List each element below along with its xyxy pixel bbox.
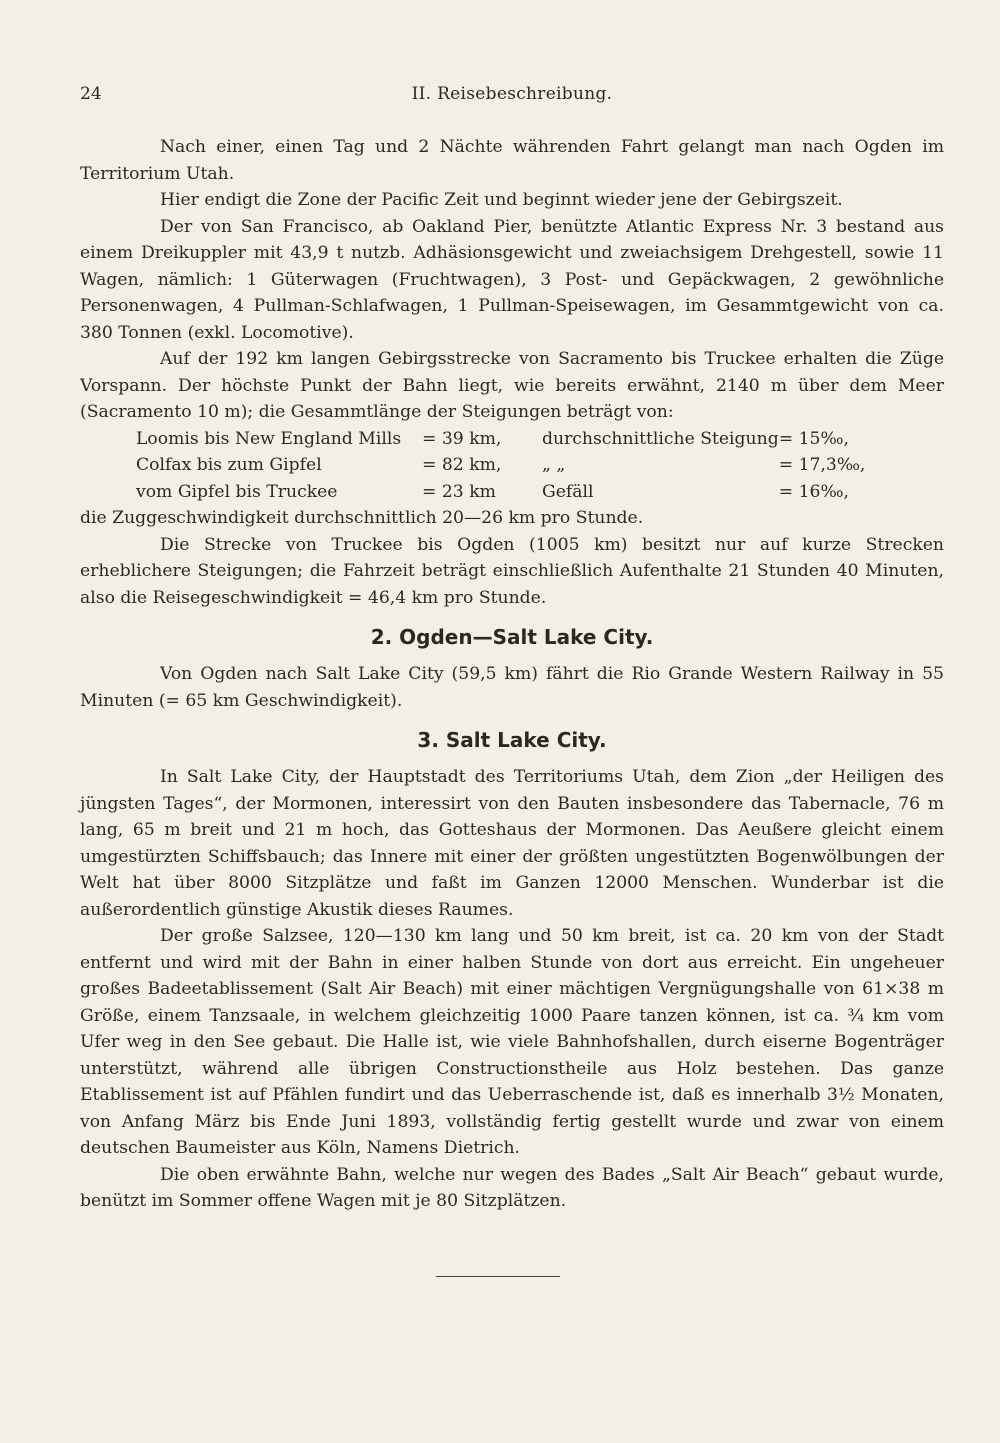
page-number: 24 <box>80 84 102 104</box>
gradient-table <box>80 426 944 506</box>
paragraph-rio-grande: Von Ogden nach Salt Lake City (59,5 km) fährt die Rio Grande Western Railway in 55 Minuten (= 65 km Geschwindigkeit). <box>80 664 944 711</box>
paragraph-arrival-ogden: Nach einer, einen Tag und 2 Nächte währenden Fahrt gelangt man nach Ogden im Territorium Utah. <box>80 137 944 184</box>
table-cell-section: Colfax bis zum Gipfel <box>136 455 322 475</box>
table-row <box>80 426 944 453</box>
paragraph-salt-lake: Der große Salzsee, 120—130 km lang und 50 km breit, ist ca. 20 km von der Stadt entfernt und wird mit der Bahn in einer halben Stunde von dort aus erreicht. Ein ungeheuer großes Badeetablissement (Salt Air Beach) mit einer mächtigen Vergnügungshalle von 61×38 m Größe, einem Tanzsaale, in welchem gleichzeitig 1000 Paare tanzen können, ist ca. ¾ km vom Ufer weg in den See gebaut. Die Halle ist, wie viele Bahnhofshallen, durch eiserne Bogenträger unterstützt, während alle übrigen Constructionstheile aus Holz bestehen. Das ganze Etablissement ist auf Pfählen fundirt und das Ueberraschende ist, daß es innerhalb 3½ Monaten, von Anfang März bis Ende Juni 1893, vollständig fertig gestellt wurde und zwar von einem deutschen Baumeister aus Köln, Namens Dietrich. <box>80 926 944 1158</box>
table-cell-length: = 82 km, <box>422 455 502 475</box>
table-cell-value: = 16‰, <box>778 481 849 502</box>
section-heading-salt-lake-city: 3. Salt Lake City. <box>417 728 607 752</box>
paragraph-train-speed: die Zuggeschwindigkeit durchschnittlich 20—26 km pro Stunde. <box>80 508 644 528</box>
table-cell-kind: „ „ <box>542 455 566 475</box>
table-cell-value: = 17,3‰, <box>778 455 866 475</box>
table-cell-length: = 23 km <box>422 481 496 502</box>
table-cell-kind: Gefäll <box>542 481 594 502</box>
paragraph-mountain-section: Auf der 192 km langen Gebirgsstrecke von Sacramento bis Truckee erhalten die Züge Vorspann. Der höchste Punkt der Bahn liegt, wie bereits erwähnt, 2140 m über dem Meer (Sacramento 10 m); die Gesammtlänge der Steigungen beträgt von: <box>80 349 944 422</box>
paragraph-train-composition: Der von San Francisco, ab Oakland Pier, benützte Atlantic Express Nr. 3 bestand aus einem Dreikuppler mit 43,9 t nutzb. Adhäsionsgewicht und zweiachsigem Drehgestell, sowie 11 Wagen, nämlich: 1 Güterwagen (Fruchtwagen), 3 Post- und Gepäckwagen, 2 gewöhnliche Personenwagen, 4 Pullman-Schlafwagen, 1 Pullman-Speisewagen, im Gesammtgewicht von ca. 380 Tonnen (exkl. Locomotive). <box>80 216 944 343</box>
table-cell-section: Loomis bis New England Mills <box>136 428 402 449</box>
running-head: II. Reisebeschreibung. <box>411 84 613 104</box>
body-text <box>80 134 944 1215</box>
section-heading-ogden-salt-lake: 2. Ogden—Salt Lake City. <box>370 625 654 649</box>
table-cell-section: vom Gipfel bis Truckee <box>136 481 338 502</box>
paragraph-tabernacle: In Salt Lake City, der Hauptstadt des Territoriums Utah, dem Zion „der Heiligen des jüngsten Tages“, der Mormonen, interessirt von den Bauten insbesondere das Tabernacle, 76 m lang, 65 m breit und 21 m hoch, das Gotteshaus der Mormonen. Das Aeußere gleicht einem umgestürzten Schiffsbauch; das Innere mit einer der größten ungestützten Bogenwölbungen der Welt hat über 8000 Sitzplätze und faßt im Ganzen 12000 Menschen. Wunderbar ist die außerordentlich günstige Akustik dieses Raumes. <box>80 767 944 920</box>
table-row <box>80 452 944 479</box>
table-cell-value: = 15‰, <box>778 428 849 449</box>
page-header <box>80 84 944 114</box>
paragraph-railway-salt-air: Die oben erwähnte Bahn, welche nur wegen des Bades „Salt Air Beach“ gebaut wurde, benützt im Sommer offene Wagen mit je 80 Sitzplätzen. <box>80 1164 944 1211</box>
footer-divider <box>436 1276 560 1277</box>
table-row <box>80 479 944 506</box>
paragraph-truckee-ogden: Die Strecke von Truckee bis Ogden (1005 km) besitzt nur auf kurze Strecken erheblichere Steigungen; die Fahrzeit beträgt einschließlich Aufenthalte 21 Stunden 40 Minuten, also die Reisegeschwindigkeit = 46,4 km pro Stunde. <box>80 534 944 608</box>
paragraph-time-zone: Hier endigt die Zone der Pacific Zeit und beginnt wieder jene der Gebirgszeit. <box>160 190 843 210</box>
table-cell-kind: durchschnittliche Steigung <box>542 428 779 449</box>
table-cell-length: = 39 km, <box>422 428 502 449</box>
